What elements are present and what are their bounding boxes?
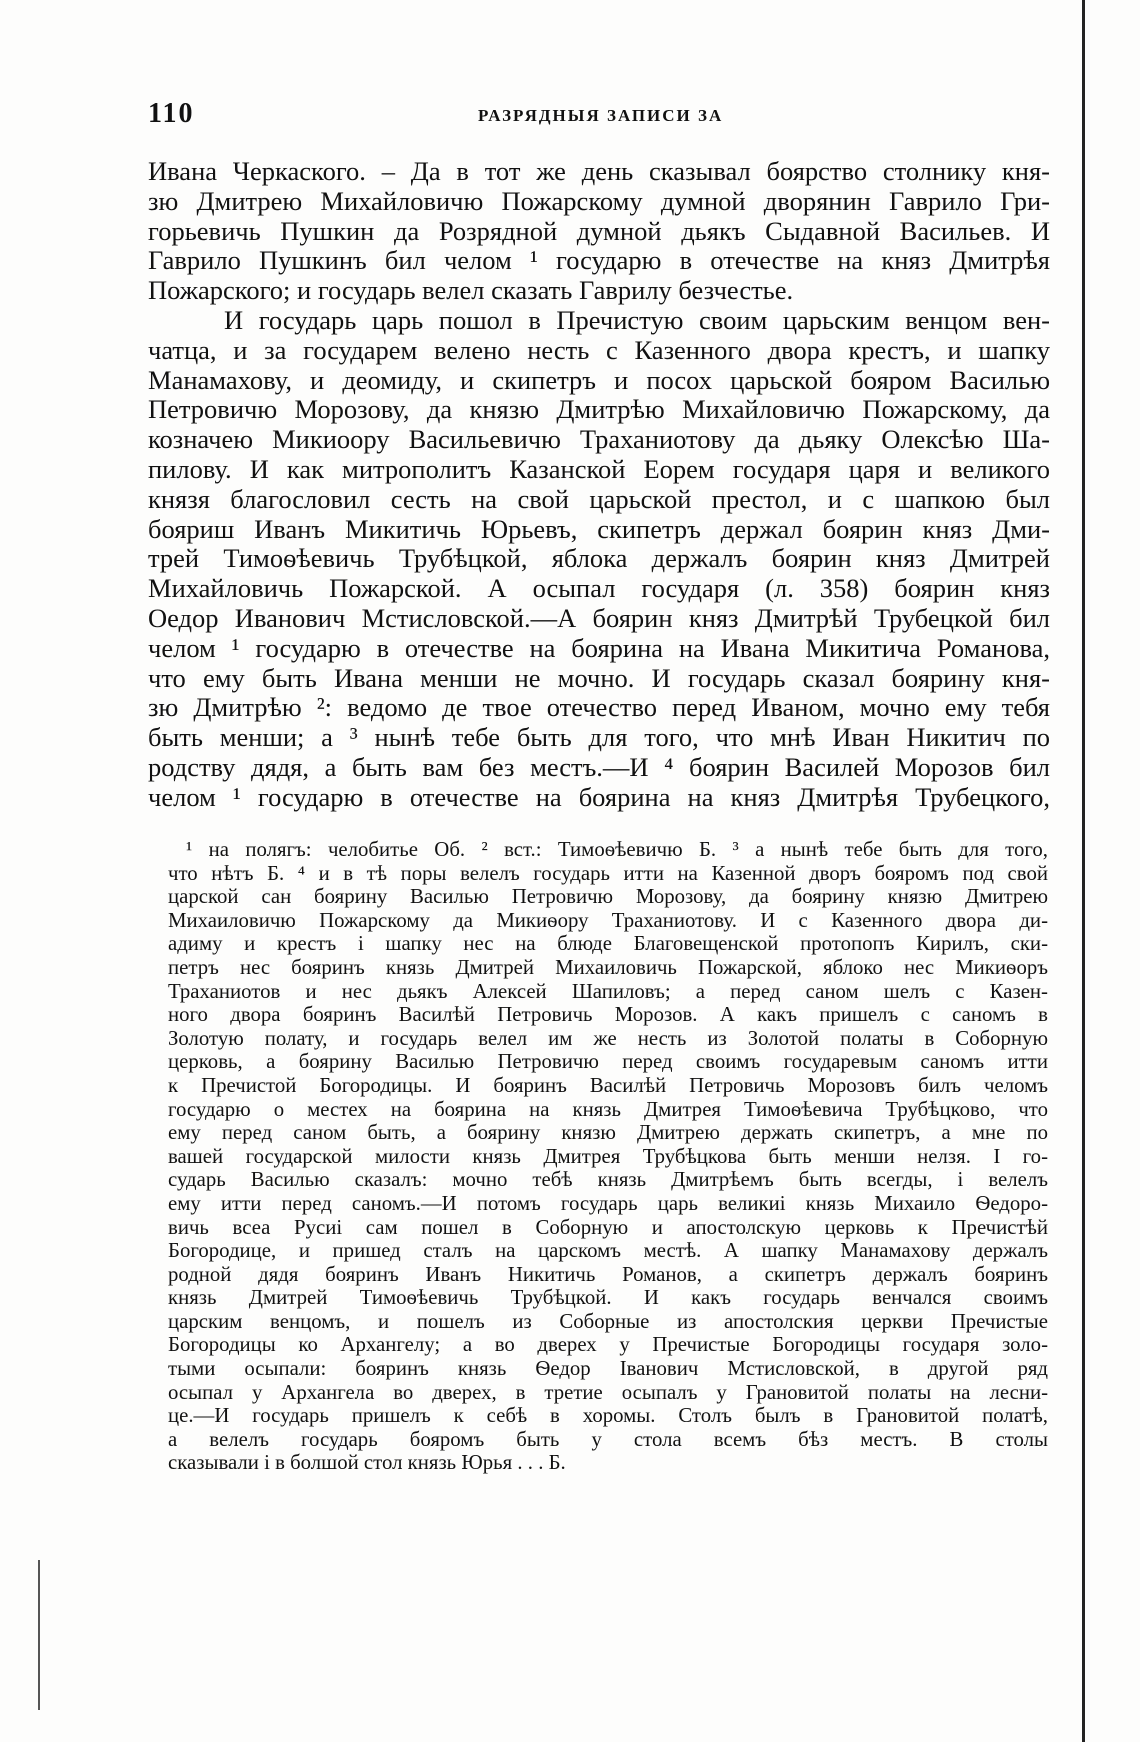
page-edge-left-mark xyxy=(38,1560,40,1710)
footnote-line: государю о местех на боярина на князь Дмитрея Тимоѳѣевича Трубѣцково, что xyxy=(168,1097,1048,1121)
text-line: Ивана Черкаского. – Да в тот же день сказывал боярство столнику кня- xyxy=(148,156,1050,186)
page-number: 110 xyxy=(148,98,195,129)
footnote-line: вичь всеа Русиі сам пошел в Соборную и апостолскую церковь к Пречистѣй xyxy=(168,1215,1048,1239)
text-line: быть менши; а ³ нынѣ тебе быть для того, что мнѣ Иван Никитич по xyxy=(148,722,1050,753)
footnote-line: ему перед саном быть, а боярину князю Дмитрею держать скипетръ, а мне по xyxy=(168,1121,1048,1145)
text-line: горьевичь Пушкин да Розрядной думной дьякъ Сыдавной Васильев. И xyxy=(148,215,1050,246)
text-line: бояриш Иванъ Микитичь Юрьевъ, скипетръ держал боярин княз Дми- xyxy=(148,513,1050,544)
footnote-line: князь Дмитрей Тимоѳѣевичь Трубѣцкой. И какъ государь венчался своимъ xyxy=(168,1286,1048,1310)
footnotes xyxy=(168,838,1048,1475)
text-line: челом ¹ государю в отечестве на боярина на Ивана Микитича Романова, xyxy=(148,632,1050,663)
footnote-line: сказывали і в болшой стол князь Юрья . . . Б. xyxy=(168,1451,566,1475)
running-title: РАЗРЯДНЫЯ ЗАПИСИ ЗА xyxy=(478,106,724,125)
text-line: трей Тимоѳѣевичь Трубѣцкой, яблока держалъ боярин княз Дмитрей xyxy=(148,543,1050,574)
footnote-line: вашей государской милости князь Дмитрея Трубѣцкова быть менши нелзя. І го- xyxy=(168,1144,1048,1168)
text-line: Петровичю Морозову, да князю Дмитрѣю Михайловичю Пожарскому, да xyxy=(148,394,1050,425)
text-line: Гаврило Пушкинъ бил челом ¹ государю в отечестве на княз Дмитрѣя xyxy=(148,245,1050,276)
footnote-line: це.—И государь пришелъ к себѣ в хоромы. Столъ былъ в Грановитой полатѣ, xyxy=(168,1404,1048,1428)
main-text xyxy=(148,157,1050,813)
footnote-line: а велелъ государь бояромъ быть у стола всемъ бѣз местъ. В столы xyxy=(168,1427,1048,1451)
text-line: Михайловичь Пожарской. А осыпал государя (л. 358) боярин княз xyxy=(148,573,1050,604)
text-line: Пожарского; и государь велел сказать Гаврилу безчестье. xyxy=(148,275,794,306)
page-header xyxy=(148,98,1048,138)
footnote-line: Богородицы ко Архангелу; а во дверех у Пречистые Богородицы государя золо- xyxy=(168,1333,1048,1357)
footnote-line: петръ нес бояринъ князь Дмитрей Михаиловичь Пожарской, яблоко нес Микиѳоръ xyxy=(168,955,1048,979)
footnote-line: Траханиотов и нес дьякъ Алексей Шапиловъ; а перед саном шелъ с Казен- xyxy=(168,979,1048,1003)
footnote-line: ного двора бояринъ Василѣй Петровичь Морозов. А какъ пришелъ с саномъ в xyxy=(168,1003,1048,1027)
footnote-line: Богородице, и пришед сталъ на царскомъ местѣ. А шапку Манамахову держалъ xyxy=(168,1239,1048,1263)
text-line: козначею Микиоору Васильевичю Траханиотову да дьяку Олексѣю Ша- xyxy=(148,424,1050,455)
page-edge-right xyxy=(1082,0,1085,1742)
footnote-line: Михаиловичю Пожарскому да Микиѳору Траханиотову. И с Казенного двора ди- xyxy=(168,908,1048,932)
footnote-line: церковь, а боярину Василью Петровичю перед своимъ государевым саномъ итти xyxy=(168,1050,1048,1074)
footnote-line: Золотую полату, и государь велел им же несть из Золотой полаты в Соборную xyxy=(168,1026,1048,1050)
footnote-line: ¹ на полягъ: челобитье Об. ² вст.: Тимоѳѣевичю Б. ³ а нынѣ тебе быть для того, xyxy=(186,838,1048,861)
footnote-line: царским венцомъ, и пошелъ из Соборные из апостолския церкви Пречистые xyxy=(168,1309,1048,1333)
footnote-line: сударь Василью сказалъ: мочно тебѣ князь Дмитрѣемъ быть всегды, і велелъ xyxy=(168,1168,1048,1192)
text-line: зю Дмитрею Михайловичю Пожарскому думной дворянин Гаврило Гри- xyxy=(148,185,1050,216)
footnote-line: тыми осыпали: бояринъ князь Ѳедор Іванович Мстисловской, в другой ряд xyxy=(168,1357,1048,1381)
text-line: зю Дмитрѣю ²: ведомо де твое отечество перед Иваном, мочно ему тебя xyxy=(148,692,1050,723)
footnote-line: к Пречистой Богородицы. И бояринъ Василѣй Петровичь Морозовъ билъ челомъ xyxy=(168,1073,1048,1097)
text-line: Оедор Иванович Мстисловской.—А боярин княз Дмитрѣй Трубецкой бил xyxy=(148,602,1050,633)
text-line: И государь царь пошол в Пречистую своим царьским венцом вен- xyxy=(224,304,1050,335)
footnote-line: адиму и крестъ і шапку нес на блюде Благовещенской протопопъ Кирилъ, ски- xyxy=(168,932,1048,956)
text-line: родству дядя, а быть вам без местъ.—И ⁴ боярин Василей Морозов бил xyxy=(148,751,1050,782)
text-line: Манамахову, и деомиду, и скипетръ и посох царьской бояром Василью xyxy=(148,364,1050,395)
footnote-line: царской сан боярину Василью Петровичю Морозову, да боярину князю Дмитрею xyxy=(168,885,1048,909)
footnote-line: родной дядя бояринъ Иванъ Никитичь Романов, а скипетръ держалъ бояринъ xyxy=(168,1262,1048,1286)
text-line: чатца, и за государем велено несть с Казенного двора крестъ, и шапку xyxy=(148,334,1050,365)
footnote-line: что нѣтъ Б. ⁴ и в тѣ поры велелъ государь итти на Казенной дворъ бояромъ под свой xyxy=(168,861,1048,885)
text-line: что ему быть Ивана менши не мочно. И государь сказал боярину кня- xyxy=(148,662,1050,693)
footnote-line: осыпал у Архангела во дверех, в третие осыпалъ у Грановитой полаты на лесни- xyxy=(168,1380,1048,1404)
text-line: челом ¹ государю в отечестве на боярина на княз Дмитрѣя Трубецкого, xyxy=(148,781,1050,812)
footnote-line: ему итти перед саномъ.—И потомъ государь царь великиі князь Михаило Ѳедоро- xyxy=(168,1191,1048,1215)
text-line: князя благословил сесть на свой царьской престол, и с шапкою был xyxy=(148,483,1050,514)
text-line: пилову. И как митрополитъ Казанской Еорем государя царя и великого xyxy=(148,453,1050,484)
